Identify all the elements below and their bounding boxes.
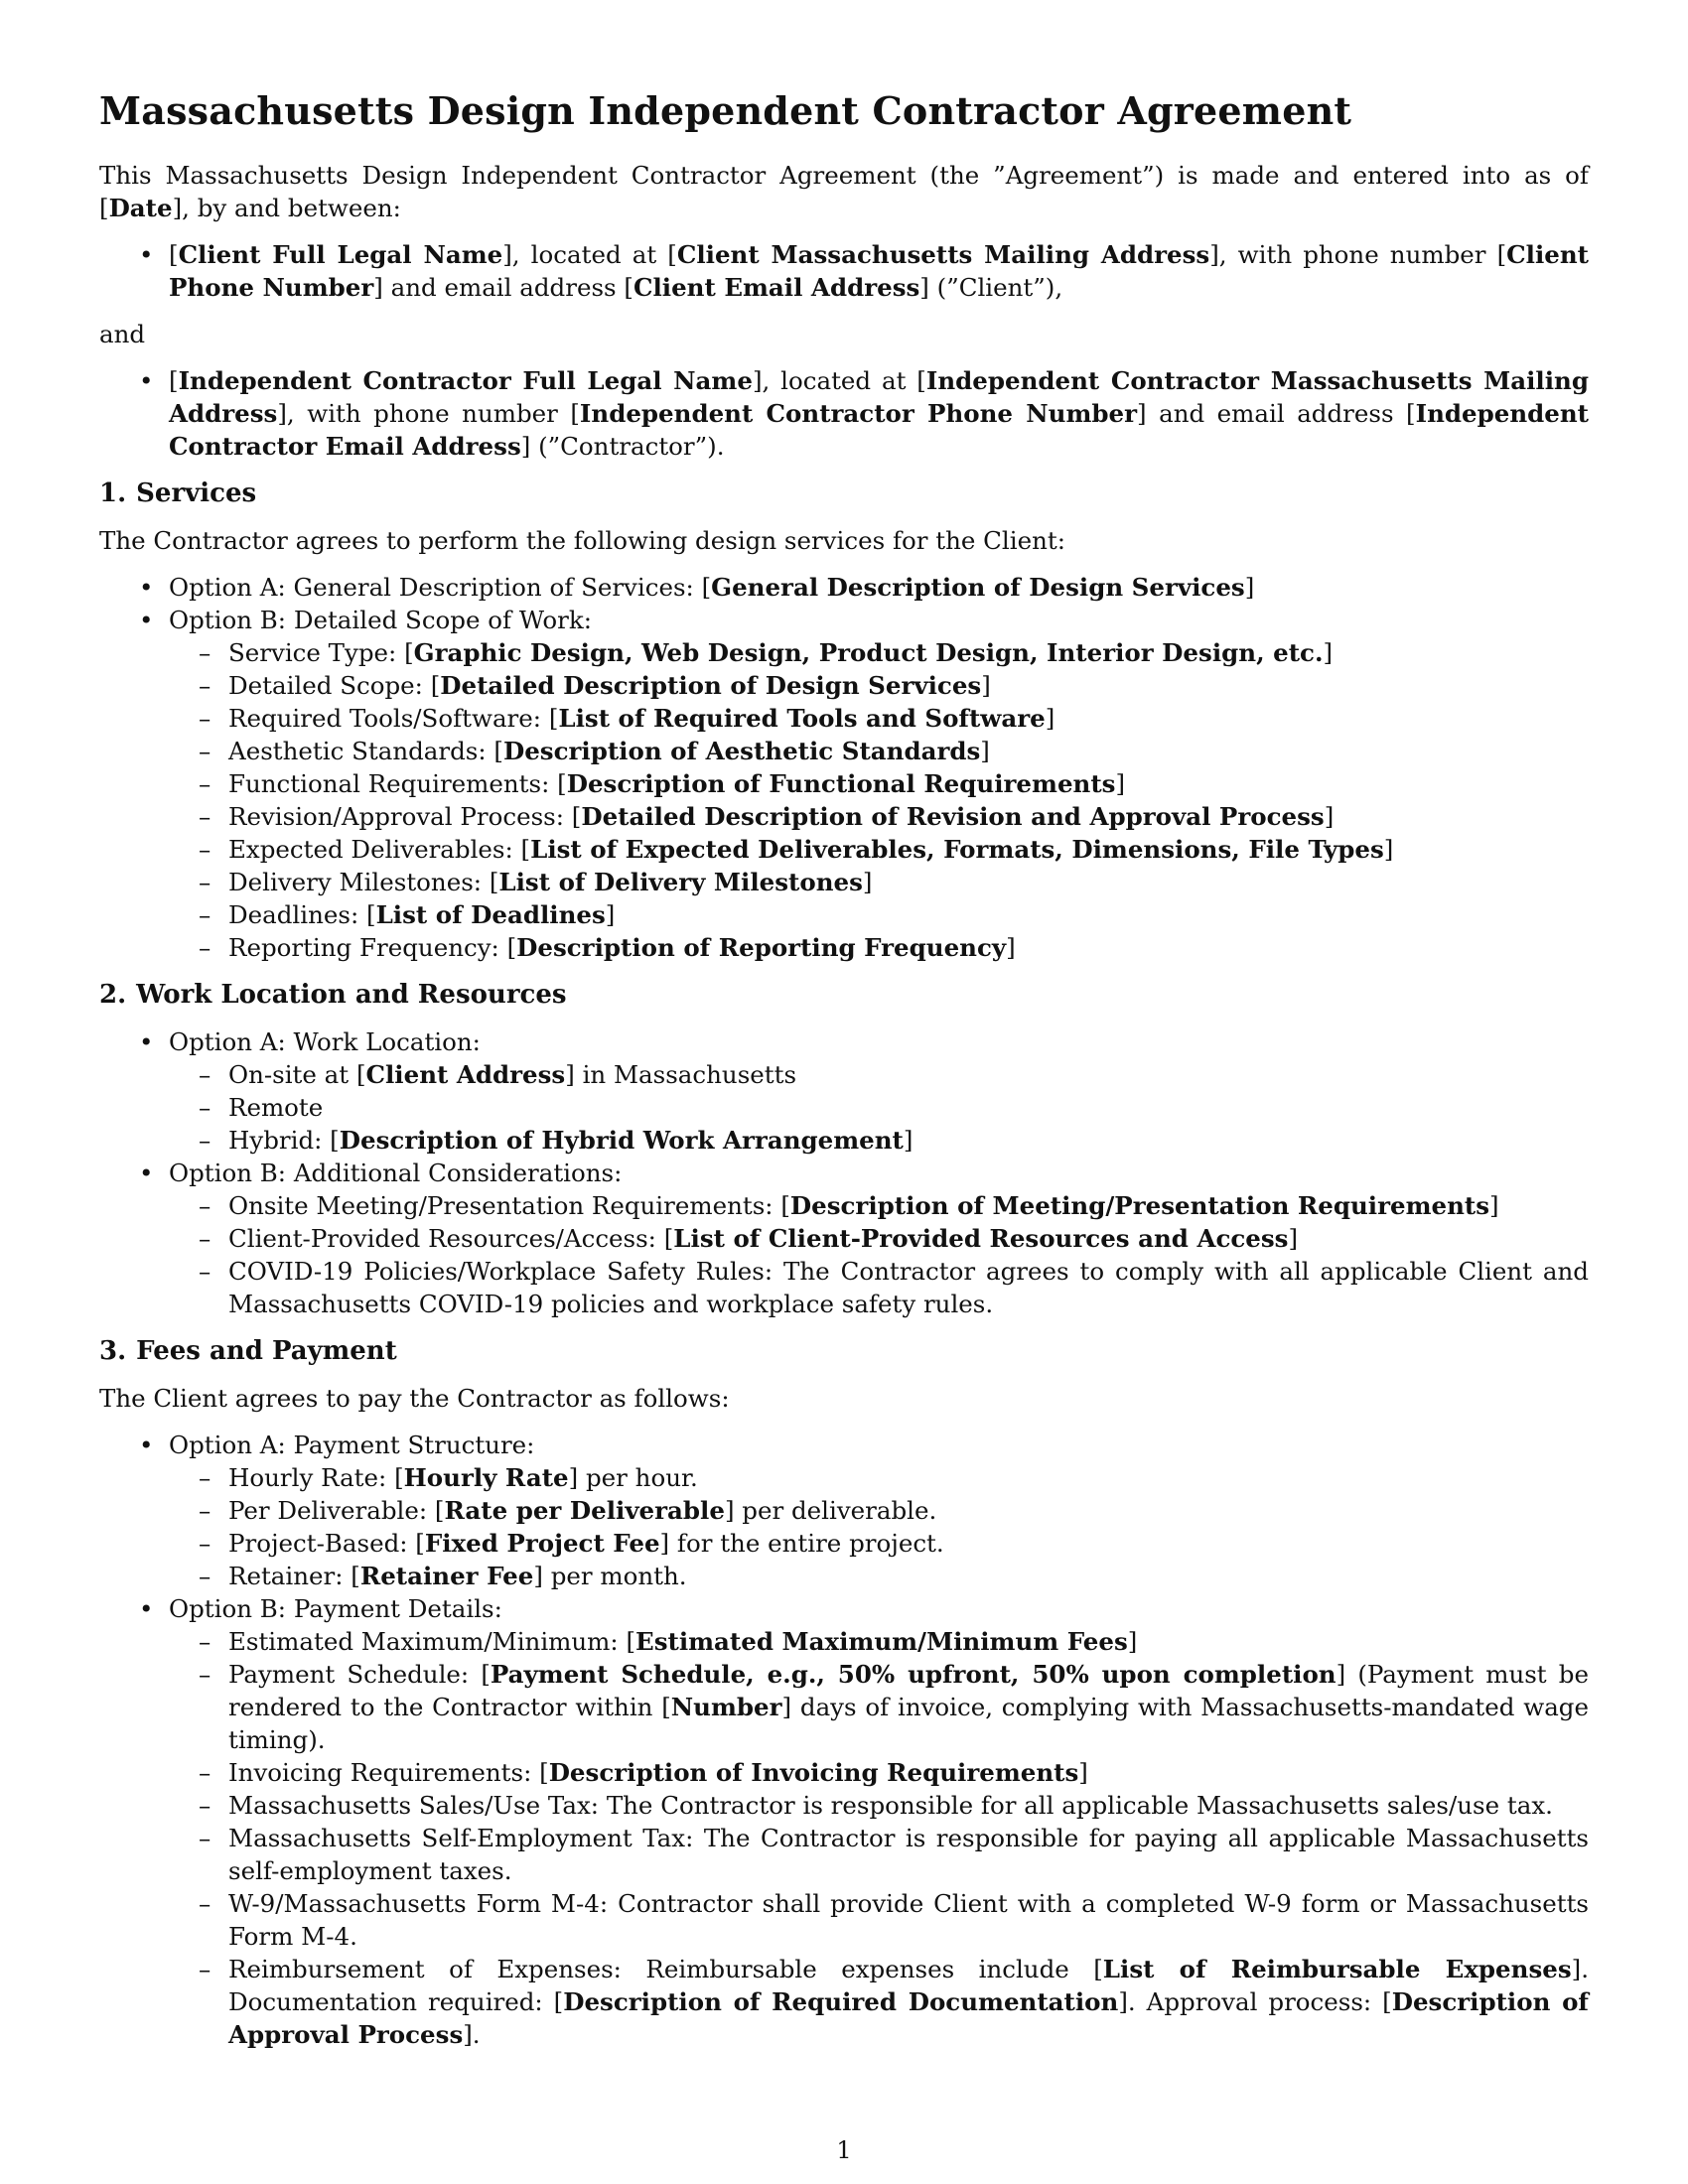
section-2-heading: 2. Work Location and Resources xyxy=(99,980,567,1010)
list-item: – Required Tools/Software: [List of Required Tools and Software] xyxy=(228,702,1589,735)
s2-option-b: • Option B: Additional Considerations: – Onsite Meeting/Presentation Requirements: [Description of Meeting/Presentation Requirements] – Client-Provided Resources/Access: [List of Client-Provided Resources and Access] – COVID-19 Policies/Workplace Safety Rules: The Contractor agrees to comply with all applicable Client and Massachusetts COVID-19 policies and workplace safety rules. xyxy=(169,1157,1589,1320)
list-item: – Massachusetts Sales/Use Tax: The Contractor is responsible for all applicable Massachusetts sales/use tax. xyxy=(228,1789,1589,1822)
list-item: – Reporting Frequency: [Description of Reporting Frequency] xyxy=(228,931,1589,964)
list-item: – Massachusetts Self-Employment Tax: The Contractor is responsible for paying all applicable Massachusetts self-employment taxes. xyxy=(228,1822,1589,1887)
s3-structure-items xyxy=(169,1461,1589,1592)
s2-location-items xyxy=(169,1058,1589,1157)
list-item: – Remote xyxy=(228,1091,1589,1124)
document-title: Massachusetts Design Independent Contractor Agreement xyxy=(99,88,1352,133)
s3-option-a: • Option A: Payment Structure: – Hourly Rate: [Hourly Rate] per hour. – Per Deliverable: [Rate per Deliverable] per deliverable. – Project-Based: [Fixed Project Fee] for the entire project. – Retainer: [Retainer Fee] per month. xyxy=(169,1429,1589,1592)
list-item: – Functional Requirements: [Description of Functional Requirements] xyxy=(228,767,1589,800)
list-item: – Retainer: [Retainer Fee] per month. xyxy=(228,1560,1589,1592)
list-item: – Estimated Maximum/Minimum: [Estimated Maximum/Minimum Fees] xyxy=(228,1625,1589,1658)
list-item: – Payment Schedule: [Payment Schedule, e.g., 50% upfront, 50% upon completion] (Payment must be rendered to the Contractor within [Number] days of invoice, complying with Massachusetts-mandated wage timing). xyxy=(228,1658,1589,1756)
section-1-intro: The Contractor agrees to perform the following design services for the Client: xyxy=(99,526,1065,555)
list-item: – W-9/Massachusetts Form M-4: Contractor shall provide Client with a completed W-9 form or Massachusetts Form M-4. xyxy=(228,1887,1589,1953)
s2-consideration-items xyxy=(169,1189,1589,1320)
list-item: – On-site at [Client Address] in Massachusetts xyxy=(228,1058,1589,1091)
page-number: 1 xyxy=(836,2136,852,2164)
section-3-intro: The Client agrees to pay the Contractor as follows: xyxy=(99,1384,730,1413)
list-item: – Expected Deliverables: [List of Expected Deliverables, Formats, Dimensions, File Types] xyxy=(228,833,1589,866)
date-placeholder: Date xyxy=(108,194,173,222)
section-3-heading: 3. Fees and Payment xyxy=(99,1336,397,1366)
section-1-options xyxy=(99,571,1589,964)
list-item: – Hybrid: [Description of Hybrid Work Arrangement] xyxy=(228,1124,1589,1157)
client-party-list xyxy=(99,238,1589,304)
s3-detail-items xyxy=(169,1625,1589,2051)
s2-option-a: • Option A: Work Location: – On-site at [Client Address] in Massachusetts – Remote – Hybrid: [Description of Hybrid Work Arrangement] xyxy=(169,1025,1589,1157)
client-party: • [Client Full Legal Name], located at [Client Massachusetts Mailing Address], with phone number [Client Phone Number] and email address [Client Email Address] (”Client”), xyxy=(169,238,1589,304)
contractor-party: • [Independent Contractor Full Legal Name], located at [Independent Contractor Massachusetts Mailing Address], with phone number [Independent Contractor Phone Number] and email address [Independent Contractor Email Address] (”Contractor”). xyxy=(169,364,1589,463)
list-item: – Detailed Scope: [Detailed Description of Design Services] xyxy=(228,669,1589,702)
list-item: – Project-Based: [Fixed Project Fee] for the entire project. xyxy=(228,1527,1589,1560)
s1-scope-items xyxy=(169,636,1589,964)
list-item: – Delivery Milestones: [List of Delivery Milestones] xyxy=(228,866,1589,898)
list-item: – Reimbursement of Expenses: Reimbursable expenses include [List of Reimbursable Expenses]. Documentation required: [Description of Required Documentation]. Approval process: [Description of Approval Process]. xyxy=(228,1953,1589,2051)
list-item: – Onsite Meeting/Presentation Requirements: [Description of Meeting/Presentation Requirements] xyxy=(228,1189,1589,1222)
list-item: – Deadlines: [List of Deadlines] xyxy=(228,898,1589,931)
intro-paragraph: This Massachusetts Design Independent Contractor Agreement (the ”Agreement”) is made and entered into as of [Date], by and between: xyxy=(99,161,1589,222)
s1-option-b: • Option B: Detailed Scope of Work: – Service Type: [Graphic Design, Web Design, Product Design, Interior Design, etc.] – Detailed Scope: [Detailed Description of Design Services] – Required Tools/Software: [List of Required Tools and Software] – Aesthetic Standards: [Description of Aesthetic Standards] – Functional Requirements: [Description of Functional Requirements] – Revision/Approval Process: [Detailed Description of Revision and Approval Process] – Expected Deliverables: [List of Expected Deliverables, Formats, Dimensions, File Types] – Delivery Milestones: [List of Delivery Milestones] – Deadlines: [List of Deadlines] – Reporting Frequency: [Description of Reporting Frequency] xyxy=(169,604,1589,964)
list-item: – Revision/Approval Process: [Detailed Description of Revision and Approval Process] xyxy=(228,800,1589,833)
s3-option-b: • Option B: Payment Details: – Estimated Maximum/Minimum: [Estimated Maximum/Minimum Fees] – Payment Schedule: [Payment Schedule, e.g., 50% upfront, 50% upon completion] (Payment must be rendered to the Contractor within [Number] days of invoice, complying with Massachusetts-mandated wage timing). – Invoicing Requirements: [Description of Invoicing Requirements] – Massachusetts Sales/Use Tax: The Contractor is responsible for all applicable Massachusetts sales/use tax. – Massachusetts Self-Employment Tax: The Contractor is responsible for paying all applicable Massachusetts self-employment taxes. – W-9/Massachusetts Form M-4: Contractor shall provide Client with a completed W-9 form or Massachusetts Form M-4. – Reimbursement of Expenses: Reimbursable expenses include [List of Reimbursable Expenses]. Documentation required: [Description of Required Documentation]. Approval process: [Description of Approval Process]. xyxy=(169,1592,1589,2051)
list-item: – Invoicing Requirements: [Description of Invoicing Requirements] xyxy=(228,1756,1589,1789)
list-item: – Aesthetic Standards: [Description of Aesthetic Standards] xyxy=(228,735,1589,767)
list-item: – Service Type: [Graphic Design, Web Design, Product Design, Interior Design, etc.] xyxy=(228,636,1589,669)
and-conjunction: and xyxy=(99,320,146,348)
list-item: – Hourly Rate: [Hourly Rate] per hour. xyxy=(228,1461,1589,1494)
list-item: – COVID-19 Policies/Workplace Safety Rules: The Contractor agrees to comply with all applicable Client and Massachusetts COVID-19 policies and workplace safety rules. xyxy=(228,1255,1589,1320)
s1-option-a: • Option A: General Description of Services: [General Description of Design Services] xyxy=(169,571,1589,604)
section-1-heading: 1. Services xyxy=(99,478,257,508)
section-3-options xyxy=(99,1429,1589,2051)
contractor-party-list xyxy=(99,364,1589,463)
list-item: – Client-Provided Resources/Access: [List of Client-Provided Resources and Access] xyxy=(228,1222,1589,1255)
list-item: – Per Deliverable: [Rate per Deliverable] per deliverable. xyxy=(228,1494,1589,1527)
section-2-options xyxy=(99,1025,1589,1320)
document-page xyxy=(99,87,1589,2065)
